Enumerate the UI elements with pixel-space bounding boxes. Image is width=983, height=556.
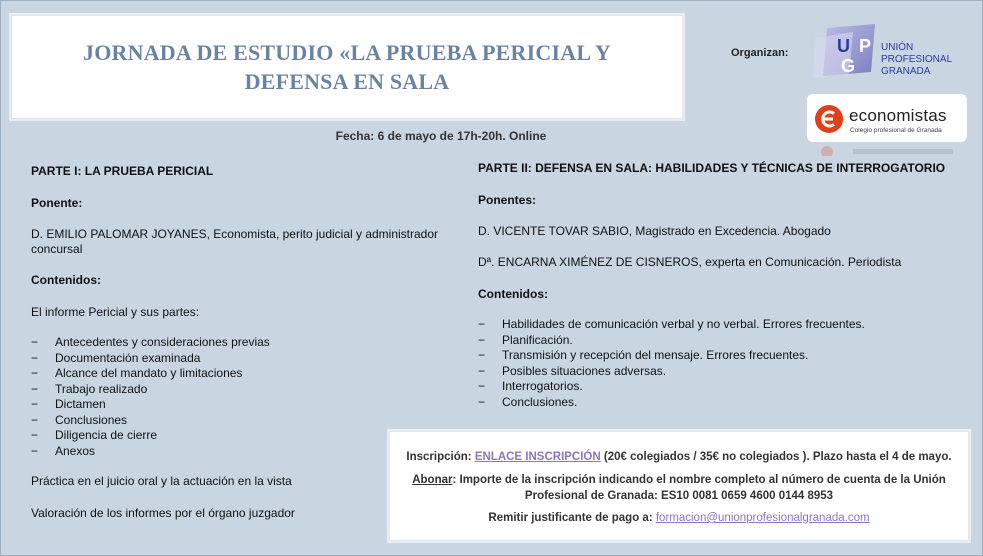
list-item: − Conclusiones. xyxy=(478,395,865,411)
part-2-heading: PARTE II: DEFENSA EN SALA: HABILIDADES Y TÉCNICAS DE INTERROGATORIO xyxy=(478,161,946,175)
part-2-contents-list xyxy=(478,317,865,410)
email-link[interactable]: formacion@unionprofesionalgranada.com xyxy=(655,512,870,524)
registration-line xyxy=(390,449,968,465)
svg-text:U: U xyxy=(837,36,850,56)
list-item: − Conclusiones xyxy=(31,413,270,429)
part-2-contenidos-label: Contenidos: xyxy=(478,287,548,301)
title-line-1: JORNADA DE ESTUDIO «LA PRUEBA PERICIAL Y xyxy=(83,40,611,65)
ugp-name-line-1: UNIÓN xyxy=(881,42,914,53)
ugp-logo xyxy=(813,24,963,80)
organizers-label: Organizan: xyxy=(731,47,789,59)
list-item: − Planificación. xyxy=(478,333,865,349)
list-item: − Interrogatorios. xyxy=(478,379,865,395)
list-item: − Anexos xyxy=(31,444,270,460)
part-2-ponentes-label: Ponentes: xyxy=(478,193,537,207)
registration-label: Inscripción: xyxy=(406,451,472,463)
part-1-extra-1: Práctica en el juicio oral y la actuación en la vista xyxy=(31,474,292,488)
proof-label: Remitir justificante de pago a: xyxy=(488,512,653,524)
part-2-ponente-1: D. VICENTE TOVAR SABIO, Magistrado en Excedencia. Abogado xyxy=(478,224,831,238)
part-1-contents-list xyxy=(31,335,270,459)
registration-box xyxy=(389,431,969,541)
economistas-wordmark: economistas xyxy=(849,106,947,125)
payment-details: : Importe de la inscripción indicando el nombre completo al número de cuenta de la Unión xyxy=(452,474,946,486)
list-item: − Transmisión y recepción del mensaje. Errores frecuentes. xyxy=(478,348,865,364)
part-1-ponente-line-1: D. EMILIO PALOMAR JOYANES, Economista, perito judicial y administrador xyxy=(31,227,439,241)
list-item: − Documentación examinada xyxy=(31,351,270,367)
proof-line xyxy=(390,510,968,526)
payment-line-1 xyxy=(390,472,968,488)
ugp-name-line-2: PROFESIONAL xyxy=(881,54,953,65)
part-1-ponente-label: Ponente: xyxy=(31,196,83,210)
list-item: − Trabajo realizado xyxy=(31,382,270,398)
economistas-reflection xyxy=(813,144,963,156)
payment-line-2: Profesional de Granada: ES10 0081 0659 4600 0144 8953 xyxy=(524,490,834,502)
registration-details: (20€ colegiados / 35€ no colegiados ). Plazo hasta el 4 de mayo. xyxy=(603,451,952,463)
event-date: Fecha: 6 de mayo de 17h-20h. Online xyxy=(335,129,547,143)
part-2-ponente-2: Dª. ENCARNA XIMÉNEZ DE CISNEROS, experta en Comunicación. Periodista xyxy=(478,255,902,269)
svg-text:G: G xyxy=(841,56,856,76)
part-1-extra-2: Valoración de los informes por el órgano juzgador xyxy=(31,506,295,520)
title-box xyxy=(11,15,683,119)
ugp-name xyxy=(881,42,952,78)
svg-text:P: P xyxy=(859,36,872,56)
list-item: − Posibles situaciones adversas. xyxy=(478,364,865,380)
part-1-intro: El informe Pericial y sus partes: xyxy=(31,305,200,319)
list-item: − Diligencia de cierre xyxy=(31,428,270,444)
economistas-subtitle: Colegio profesional de Granada xyxy=(850,127,942,134)
list-item: − Alcance del mandato y limitaciones xyxy=(31,366,270,382)
list-item: − Antecedentes y consideraciones previas xyxy=(31,335,270,351)
event-title xyxy=(83,38,611,96)
ugp-emblem-icon xyxy=(813,24,879,80)
part-1-ponente-line-2: concursal xyxy=(31,242,83,256)
list-item: − Dictamen xyxy=(31,397,270,413)
registration-link[interactable]: ENLACE INSCRIPCIÓN xyxy=(474,451,601,463)
part-1-heading: PARTE I: LA PRUEBA PERICIAL xyxy=(31,164,214,178)
ugp-name-line-3: GRANADA xyxy=(881,66,931,77)
title-line-2: DEFENSA EN SALA xyxy=(244,69,450,94)
part-1-contenidos-label: Contenidos: xyxy=(31,273,101,287)
payment-label: Abonar xyxy=(412,474,453,486)
list-item: − Habilidades de comunicación verbal y no verbal. Errores frecuentes. xyxy=(478,317,865,333)
